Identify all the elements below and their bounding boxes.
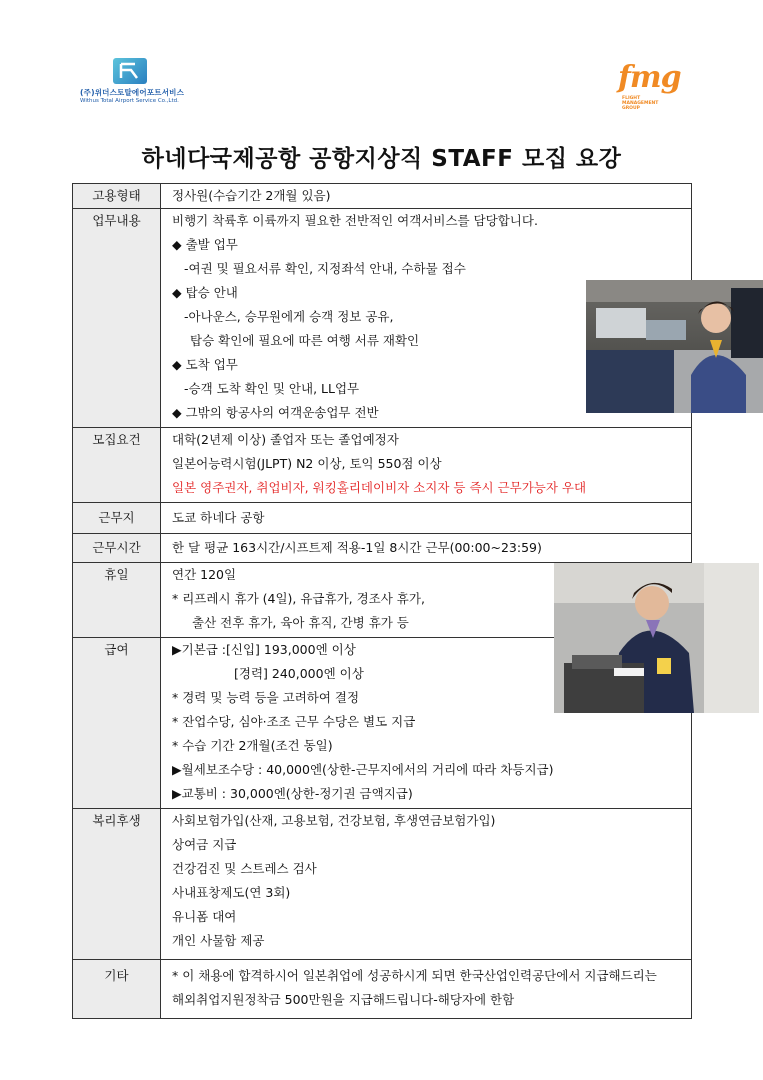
row-location — [73, 503, 692, 534]
label-requirements: 모집요건 — [73, 428, 161, 503]
withus-logo-english: Withus Total Airport Service Co.,Ltd. — [80, 98, 179, 104]
value-salary: ▶기본급 :[신입] 193,000엔 이상 [경력] 240,000엔 이상 * 경력 및 능력 등을 고려하여 결정 * 잔업수당, 심야·조조 근무 수당은 별도 지급 * 수습 기간 2개월(조건 동일) ▶월세보조수당 : 40,000엔(상한-근무지에서의 거리에 따라 차등지급) ▶교통비 : 30,000엔(상한-정기권 금액지급) — [161, 638, 692, 809]
recruitment-table — [72, 183, 692, 1019]
row-employment — [73, 184, 692, 209]
label-salary: 급여 — [73, 638, 161, 809]
fmg-logo-text: fmg — [618, 60, 681, 95]
preferred-candidates-text: 일본 영주권자, 취업비자, 워킹홀리데이비자 소지자 등 즉시 근무가능자 우대 — [172, 480, 587, 495]
value-duties: 비행기 착륙후 이륙까지 필요한 전반적인 여객서비스를 담당합니다. ◆ 출발 업무 -여권 및 필요서류 확인, 지정좌석 안내, 수하물 접수 ◆ 탑승 안내 -아나운스, 승무원에게 승객 정보 공유, 탑승 확인에 필요에 따른 여행 서류 재확인 ◆ 도착 업무 -승객 도착 확인 및 안내, LL업무 ◆ 그밖의 항공사의 여객운송업무 전반 — [161, 209, 692, 428]
value-location: 도쿄 하네다 공항 — [161, 503, 692, 534]
label-duties: 업무내용 — [73, 209, 161, 428]
row-duties — [73, 209, 692, 428]
page-title: 하네다국제공항 공항지상직 STAFF 모집 요강 — [141, 146, 622, 172]
company-logo-fmg — [614, 60, 694, 111]
value-other: * 이 채용에 합격하시어 일본취업에 성공하시게 되면 한국산업인력공단에서 지급해드리는 해외취업지원정착금 500만원을 지급해드립니다-해당자에 한함 — [161, 960, 692, 1019]
row-hours — [73, 534, 692, 563]
label-holidays: 휴일 — [73, 563, 161, 638]
label-welfare: 복리후생 — [73, 809, 161, 960]
row-holidays — [73, 563, 692, 638]
label-employment: 고용형태 — [73, 184, 161, 209]
value-hours: 한 달 평균 163시간/시프트제 적용-1일 8시간 근무(00:00~23:59) — [161, 534, 692, 563]
label-location: 근무지 — [73, 503, 161, 534]
withus-logo-korean: (주)위더스토탈에어포트서비스 — [80, 88, 185, 97]
label-other: 기타 — [73, 960, 161, 1019]
value-employment: 정사원(수습기간 2개월 있음) — [161, 184, 692, 209]
row-other — [73, 960, 692, 1019]
value-requirements: 대학(2년제 이상) 졸업자 또는 졸업예정자 일본어능력시험(JLPT) N2 이상, 토익 550점 이상 일본 영주권자, 취업비자, 워킹홀리데이비자 소지자 등 즉시 근무가능자 우대 — [161, 428, 692, 503]
value-welfare: 사회보험가입(산재, 고용보험, 건강보험, 후생연금보험가입) 상여금 지급 건강검진 및 스트레스 검사 사내표창제도(연 3회) 유니폼 대여 개인 사물함 제공 — [161, 809, 692, 960]
label-hours: 근무시간 — [73, 534, 161, 563]
row-requirements — [73, 428, 692, 503]
row-salary — [73, 638, 692, 809]
fmg-logo-sub: FLIGHT MANAGEMENT GROUP — [622, 96, 659, 111]
row-welfare — [73, 809, 692, 960]
company-logo-withus — [72, 58, 197, 108]
withus-logo-mark-icon — [113, 58, 147, 84]
photo-check-in-staff — [586, 280, 763, 413]
value-holidays: 연간 120일 * 리프레시 휴가 (4일), 유급휴가, 경조사 휴가, 출산 전후 휴가, 육아 휴직, 간병 휴가 등 — [161, 563, 692, 638]
